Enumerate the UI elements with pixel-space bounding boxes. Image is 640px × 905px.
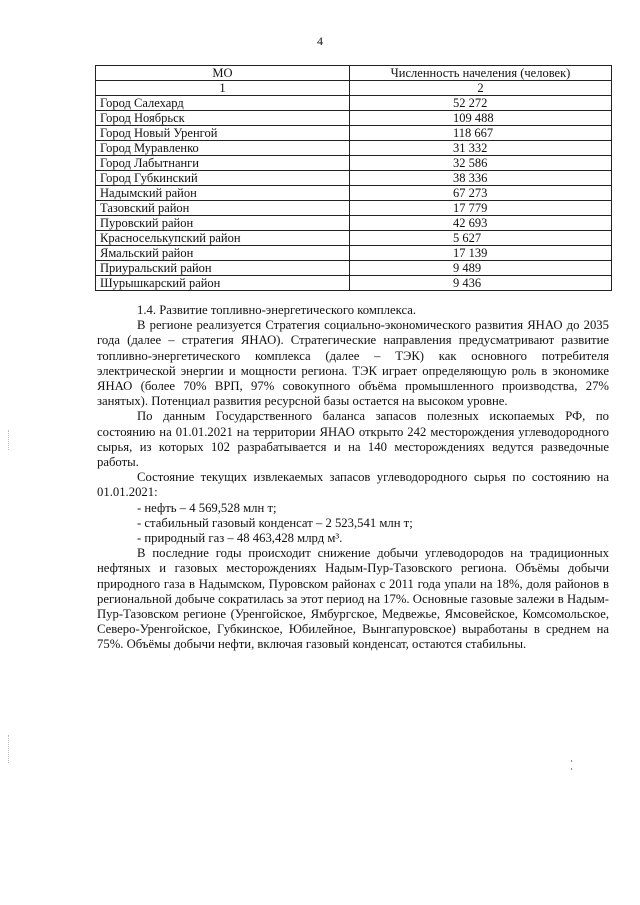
population-table xyxy=(95,65,612,291)
row-population: 118 667 xyxy=(350,126,612,141)
row-population: 9 489 xyxy=(350,261,612,276)
table-row xyxy=(96,261,612,276)
table-row xyxy=(96,111,612,126)
section-heading: 1.4. Развитие топливно-энергетического комплекса. xyxy=(137,303,417,317)
row-mo: Город Муравленко xyxy=(96,141,350,156)
row-population: 52 272 xyxy=(350,96,612,111)
table-row xyxy=(96,186,612,201)
table-header-row xyxy=(96,66,612,81)
row-population: 67 273 xyxy=(350,186,612,201)
list-item-condensate: - стабильный газовый конденсат – 2 523,541 млн т; xyxy=(137,515,413,530)
scan-dot xyxy=(571,760,572,762)
row-mo: Город Ноябрьск xyxy=(96,111,350,126)
table-row xyxy=(96,201,612,216)
page-number: 4 xyxy=(317,34,323,48)
row-mo: Надымский район xyxy=(96,186,350,201)
row-mo: Город Новый Уренгой xyxy=(96,126,350,141)
header-mo: МО xyxy=(96,66,350,81)
row-population: 42 693 xyxy=(350,216,612,231)
table-row xyxy=(96,276,612,291)
row-mo: Город Лабытнанги xyxy=(96,156,350,171)
row-population: 9 436 xyxy=(350,276,612,291)
index-col-1: 1 xyxy=(96,81,350,96)
row-mo: Ямальский район xyxy=(96,246,350,261)
scan-margin-mark xyxy=(8,735,10,763)
row-mo: Город Губкинский xyxy=(96,171,350,186)
row-population: 5 627 xyxy=(350,231,612,246)
body-text xyxy=(97,303,609,653)
row-population: 109 488 xyxy=(350,111,612,126)
paragraph-reserves-balance: По данным Государственного баланса запасов полезных ископаемых РФ, по состоянию на 01.01.2021 на территории ЯНАО открыто 242 месторождения углеводородного сырья, из которых 102 разрабатывается и на 140 месторождениях ведутся разведочные работы. xyxy=(97,409,609,470)
row-mo: Шурышкарский район xyxy=(96,276,350,291)
scan-dot xyxy=(571,768,572,770)
paragraph-strategy: В регионе реализуется Стратегия социально-экономического развития ЯНАО до 2035 года (далее – стратегия ЯНАО). Стратегические направления предусматривают развитие топливно-энергетического комплекса (далее – ТЭК) как основного потребителя электрической энергии и мощности региона. ТЭК играет определяющую роль в экономике ЯНАО (более 70% ВРП, 97% совокупного объёма промышленного производства, 27% занятых). Потенциал развития ресурсной базы остается на высоком уровне. xyxy=(97,318,609,409)
table-row xyxy=(96,216,612,231)
row-mo: Город Салехард xyxy=(96,96,350,111)
row-mo: Приуральский район xyxy=(96,261,350,276)
paragraph-reserves-state: Состояние текущих извлекаемых запасов углеводородного сырья по состоянию на 01.01.2021: xyxy=(97,470,609,500)
scan-margin-mark xyxy=(8,430,10,450)
row-population: 17 779 xyxy=(350,201,612,216)
table-row xyxy=(96,141,612,156)
table-row xyxy=(96,231,612,246)
table-row xyxy=(96,156,612,171)
table-index-row xyxy=(96,81,612,96)
list-item-gas: - природный газ – 48 463,428 млрд м³. xyxy=(137,531,343,546)
row-population: 38 336 xyxy=(350,171,612,186)
list-item-oil: - нефть – 4 569,528 млн т; xyxy=(137,500,277,515)
row-population: 31 332 xyxy=(350,141,612,156)
table-row xyxy=(96,126,612,141)
header-population: Численность начеления (человек) xyxy=(350,66,612,81)
row-population: 32 586 xyxy=(350,156,612,171)
table-row xyxy=(96,96,612,111)
table-row xyxy=(96,171,612,186)
paragraph-production-decline: В последние годы происходит снижение добычи углеводородов на традиционных нефтяных и газовых месторождениях Надым-Пур-Тазовского региона. Объёмы добычи природного газа в Надымском, Пуровском районах с 2011 года упали на 18%, доля районов в региональной добыче сократилась за этот период на 17%. Основные газовые залежи в Надым-Пур-Тазовском регионе (Уренгойское, Ямбургское, Медвежье, Ямсовейское, Комсомольское, Северо-Уренгойское, Губкинское, Юбилейное, Вынгапуровское) выработаны в среднем на 75%. Объёмы добычи нефти, включая газовый конденсат, остаются стабильны. xyxy=(97,546,609,652)
row-mo: Красноселькупский район xyxy=(96,231,350,246)
table-row xyxy=(96,246,612,261)
row-mo: Тазовский район xyxy=(96,201,350,216)
row-population: 17 139 xyxy=(350,246,612,261)
index-col-2: 2 xyxy=(350,81,612,96)
row-mo: Пуровский район xyxy=(96,216,350,231)
